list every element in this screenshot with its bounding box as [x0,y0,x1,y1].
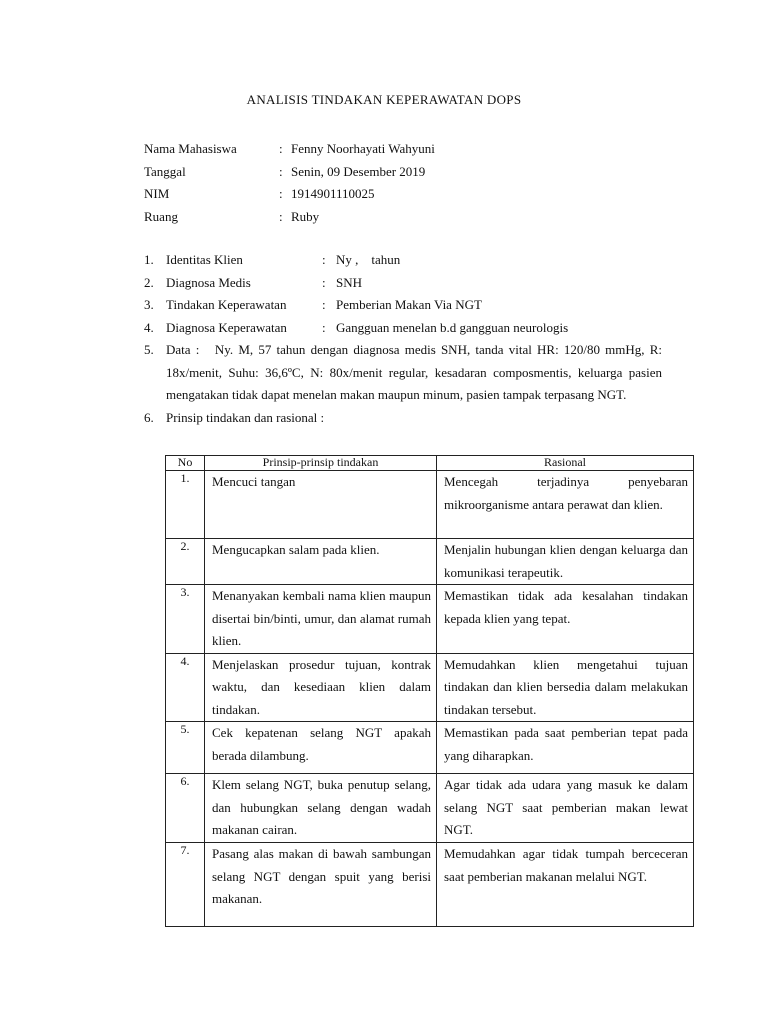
row-number: 2. [166,539,205,585]
colon: : [279,208,283,224]
column-header-principle: Prinsip-prinsip tindakan [205,456,437,471]
info-row-nim [144,183,435,206]
item-number: 6. [144,409,154,425]
table-header-row [166,456,694,471]
row-number: 6. [166,774,205,843]
info-value: Ruby [291,208,320,224]
item-number: 1. [144,252,154,267]
column-header-no: No [166,456,205,471]
rationale-cell: Memudahkan agar tidak tumpah berceceran saat pemberian makanan melalui NGT. [437,843,694,927]
info-row-name [144,138,435,161]
item-number: 4. [144,319,154,335]
info-label: Ruang [144,208,178,224]
row-number: 4. [166,653,205,722]
rationale-cell: Memudahkan klien mengetahui tujuan tindakan dan klien bersedia dalam melakukan tindakan tersebut. [437,653,694,722]
list-item [144,294,662,317]
item-label: Diagnosa Medis [166,274,251,290]
info-row-room [144,206,435,229]
info-label: NIM [144,186,170,201]
row-number: 5. [166,722,205,774]
principle-item [144,407,662,430]
list-item [144,317,662,340]
item-value: Pemberian Makan Via NGT [336,297,482,312]
table-row [166,774,694,843]
colon: : [322,319,326,335]
principle-heading: Prinsip tindakan dan rasional : [166,409,325,425]
colon: : [322,252,326,267]
colon: : [279,163,283,179]
principle-cell: Klem selang NGT, buka penutup selang, dan hubungkan selang dengan wadah makanan cairan. [205,774,437,843]
student-info [144,138,435,228]
info-row-date [144,161,435,184]
principle-cell: Mengucapkan salam pada klien. [205,539,437,585]
principle-cell: Pasang alas makan di bawah sambungan selang NGT dengan spuit yang berisi makanan. [205,843,437,927]
principle-cell: Cek kepatenan selang NGT apakah berada dilambung. [205,722,437,774]
table-row [166,722,694,774]
colon: : [279,186,283,201]
row-number: 1. [166,471,205,539]
table-row [166,843,694,927]
rationale-cell: Agar tidak ada udara yang masuk ke dalam selang NGT saat pemberian makan lewat NGT. [437,774,694,843]
principle-table [165,455,694,927]
info-value: Fenny Noorhayati Wahyuni [291,141,435,156]
item-number: 3. [144,297,154,312]
assessment-list [144,249,666,429]
table-row [166,585,694,654]
column-header-rationale: Rasional [437,456,694,471]
rationale-cell: Memastikan tidak ada kesalahan tindakan kepada klien yang tepat. [437,585,694,654]
item-label: Identitas Klien [166,252,243,267]
principle-cell: Mencuci tangan [205,471,437,539]
colon: : [322,297,326,312]
item-label: Diagnosa Keperawatan [166,319,287,335]
item-number: 2. [144,274,154,290]
data-item [144,339,666,407]
principle-cell: Menanyakan kembali nama klien maupun disertai bin/binti, umur, dan alamat rumah klien. [205,585,437,654]
info-value: 1914901110025 [291,186,375,201]
table-row [166,471,694,539]
info-label: Tanggal [144,163,186,179]
info-label: Nama Mahasiswa [144,141,237,156]
data-text: Data : Ny. M, 57 tahun dengan diagnosa medis SNH, tanda vital HR: 120/80 mmHg, R: 18x/menit, Suhu: 36,6ºC, N: 80x/menit regular, kesadaran composmentis, keluarga pasien mengatakan tidak dapat menelan makan maupun minum, pasien tampak terpasang NGT. [166,342,666,402]
rationale-cell: Memastikan pada saat pemberian tepat pada yang diharapkan. [437,722,694,774]
rationale-cell: Mencegah terjadinya penyebaran mikroorganisme antara perawat dan klien. [437,471,694,539]
item-value: Ny , tahun [336,252,401,267]
table-row [166,653,694,722]
principle-cell: Menjelaskan prosedur tujuan, kontrak waktu, dan kesediaan klien dalam tindakan. [205,653,437,722]
item-value: SNH [336,274,363,290]
item-number: 5. [144,342,154,357]
document-title: ANALISIS TINDAKAN KEPERAWATAN DOPS [246,92,522,107]
item-value: Gangguan menelan b.d gangguan neurologis [336,319,569,335]
rationale-cell: Menjalin hubungan klien dengan keluarga dan komunikasi terapeutik. [437,539,694,585]
list-item [144,272,662,295]
item-label: Tindakan Keperawatan [166,297,287,312]
row-number: 3. [166,585,205,654]
table-row [166,539,694,585]
row-number: 7. [166,843,205,927]
info-value: Senin, 09 Desember 2019 [291,163,426,179]
list-item [144,249,662,272]
colon: : [279,141,283,156]
colon: : [322,274,326,290]
